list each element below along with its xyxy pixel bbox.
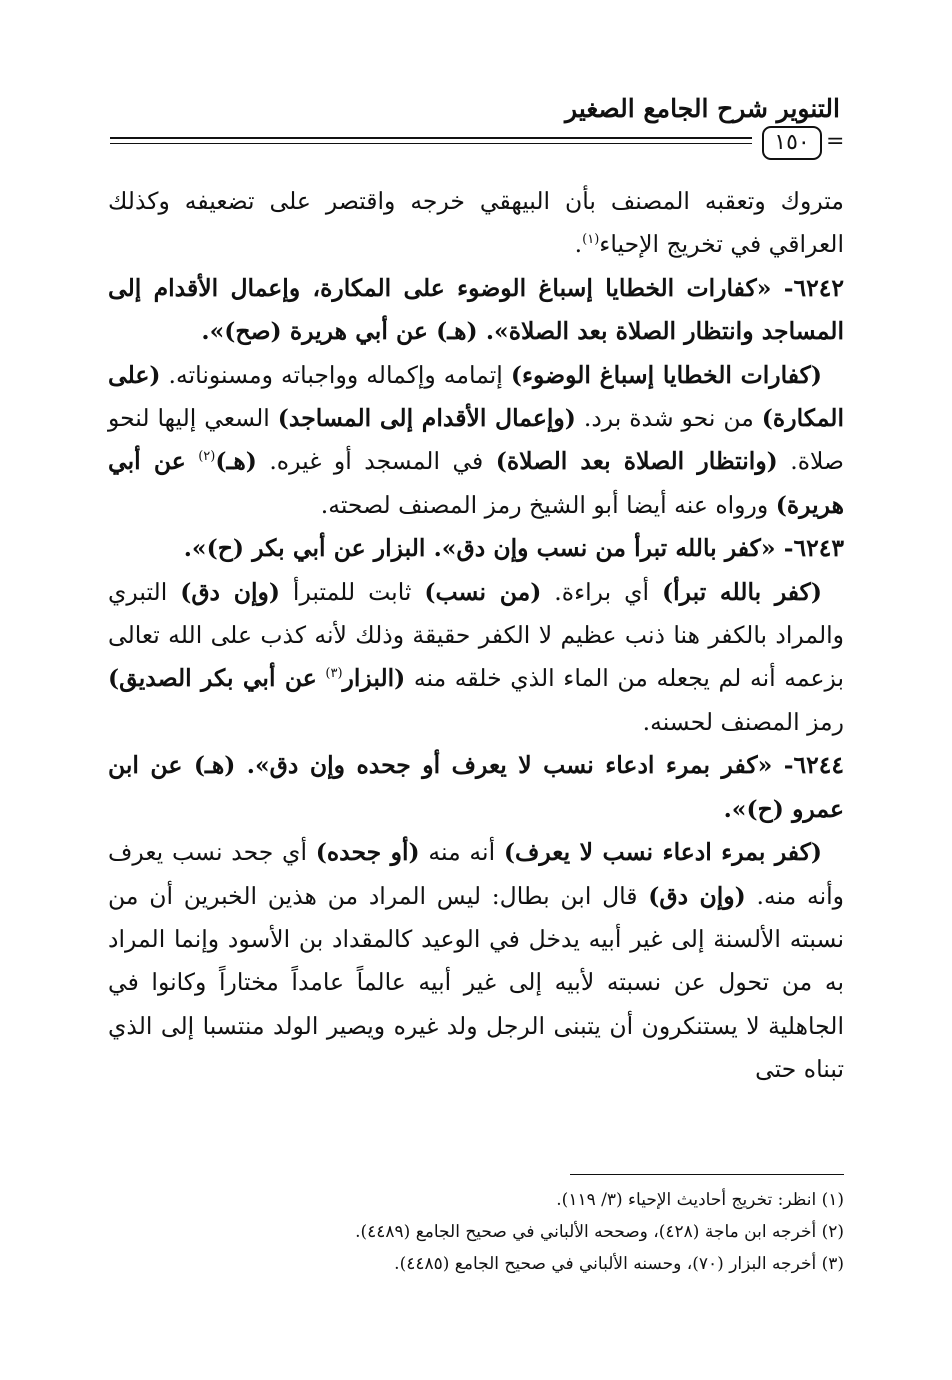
bold-phrase: (البزار: [342, 664, 406, 693]
text-run: متروك وتعقبه المصنف بأن البيهقي خرجه واقتصر على تضعيفه وكذلك العراقي في تخريج الإحياء: [108, 187, 844, 259]
bold-phrase: عن أبي بكر الصديق): [108, 664, 317, 693]
text-run: رمز المصنف لحسنه.: [642, 707, 844, 736]
text-run: أنه منه: [419, 838, 504, 867]
bold-phrase: (هـ): [215, 447, 257, 476]
commentary-paragraph: [108, 354, 844, 528]
text-run: في المسجد أو غيره.: [256, 447, 496, 476]
text-run: [186, 447, 198, 475]
main-text: [108, 180, 844, 1092]
hadith-text: [108, 744, 844, 831]
commentary-paragraph: [108, 831, 844, 1091]
text-run: أي جحد نسب يعرف وأنه منه.: [108, 838, 844, 910]
text-run: ٦٢٤٢- «كفارات الخطايا إسباغ الوضوء على المكارة، وإعمال الأقدام إلى المساجد وانتظار الصلاة بعد الصلاة». (هـ) عن أبي هريرة (صح)».: [108, 273, 844, 346]
text-run: التبري والمراد بالكفر هنا ذنب عظيم لا الكفر حقيقة وذلك لأنه كذب على الله تعالى بزعمه أنه لم يجعله من الماء الذي خلقه منه: [108, 577, 844, 693]
header-rule-thin: [110, 143, 752, 144]
bold-phrase: (كفر بالله تبرأ): [662, 577, 822, 606]
text-run: أي براءة.: [541, 577, 662, 606]
hadith-text: [108, 267, 844, 354]
footnote-ref: (١): [582, 232, 600, 248]
footnote-3: (٣) أخرجه البزار (٧٠)، وحسنه الألباني في صحيح الجامع (٤٤٨٥).: [394, 1254, 844, 1274]
text-run: ورواه عنه أيضا أبو الشيخ رمز المصنف لصحته.: [320, 490, 776, 519]
bold-phrase: (وانتظار الصلاة بعد الصلاة): [495, 447, 778, 476]
commentary-paragraph: [108, 180, 844, 267]
footnote-rule: [570, 1174, 844, 1175]
hadith-text: [108, 527, 844, 570]
bold-phrase: (وإعمال الأقدام إلى المساجد): [277, 404, 576, 433]
bold-phrase: (من نسب): [424, 577, 542, 606]
page-number: ١٥٠: [762, 126, 822, 160]
text-run: ثابت للمتبرأ: [279, 577, 425, 606]
bold-phrase: (على المكارة): [108, 360, 844, 433]
bold-phrase: (وإن دق): [648, 881, 746, 910]
text-run: إتمامه وإكماله وواجباته ومسنوناته.: [160, 360, 511, 389]
bold-phrase: (كفر بمرء ادعاء نسب لا يعرف): [503, 838, 822, 867]
commentary-paragraph: [108, 571, 844, 745]
bold-phrase: عن أبي هريرة): [108, 447, 844, 519]
bold-phrase: (كفارات الخطايا إسباغ الوضوء): [510, 360, 822, 389]
bold-phrase: (وإن دق): [180, 577, 280, 606]
text-run: .: [574, 230, 583, 259]
text-run: ٦٢٤٣- «كفر بالله تبرأ من نسب وإن دق». البزار عن أبي بكر (ح)».: [183, 534, 844, 563]
footnote-ref: (٣): [325, 666, 343, 682]
text-run: من نحو شدة برد.: [575, 404, 762, 433]
text-run: ٦٢٤٤- «كفر بمرء ادعاء نسب لا يعرف أو جحده وإن دق». (هـ) عن ابن عمرو (ح)».: [108, 751, 844, 823]
text-run: السعي إليها لنحو صلاة.: [108, 404, 845, 476]
header-rule: [110, 137, 752, 139]
bold-phrase: (أو جحده): [315, 838, 420, 867]
footnote-1: (١) انظر: تخريج أحاديث الإحياء (٣/ ١١٩).: [556, 1190, 844, 1210]
footnotes: [108, 1184, 844, 1280]
running-title: التنوير شرح الجامع الصغير: [565, 94, 840, 123]
text-run: قال ابن بطال: ليس المراد من هذين الخبرين أن من نسبته الألسنة إلى غير أبيه يدخل في الوعيد كالمقداد بن الأسود وإنما المراد به من تحول عن نسبته لأبيه إلى غير أبيه عالماً عامداً مختاراً وكانوا في الجاهلية لا يستنكرون أن يتبنى الرجل ولد غيره ويصير الولد منتسبا إلى الذي تبناه حتى: [108, 881, 844, 1084]
footnote-2: (٢) أخرجه ابن ماجة (٤٢٨)، وصححه الألباني في صحيح الجامع (٤٤٨٩).: [355, 1222, 844, 1242]
header-mark: =: [826, 129, 845, 154]
footnote-ref: (٢): [198, 449, 216, 465]
